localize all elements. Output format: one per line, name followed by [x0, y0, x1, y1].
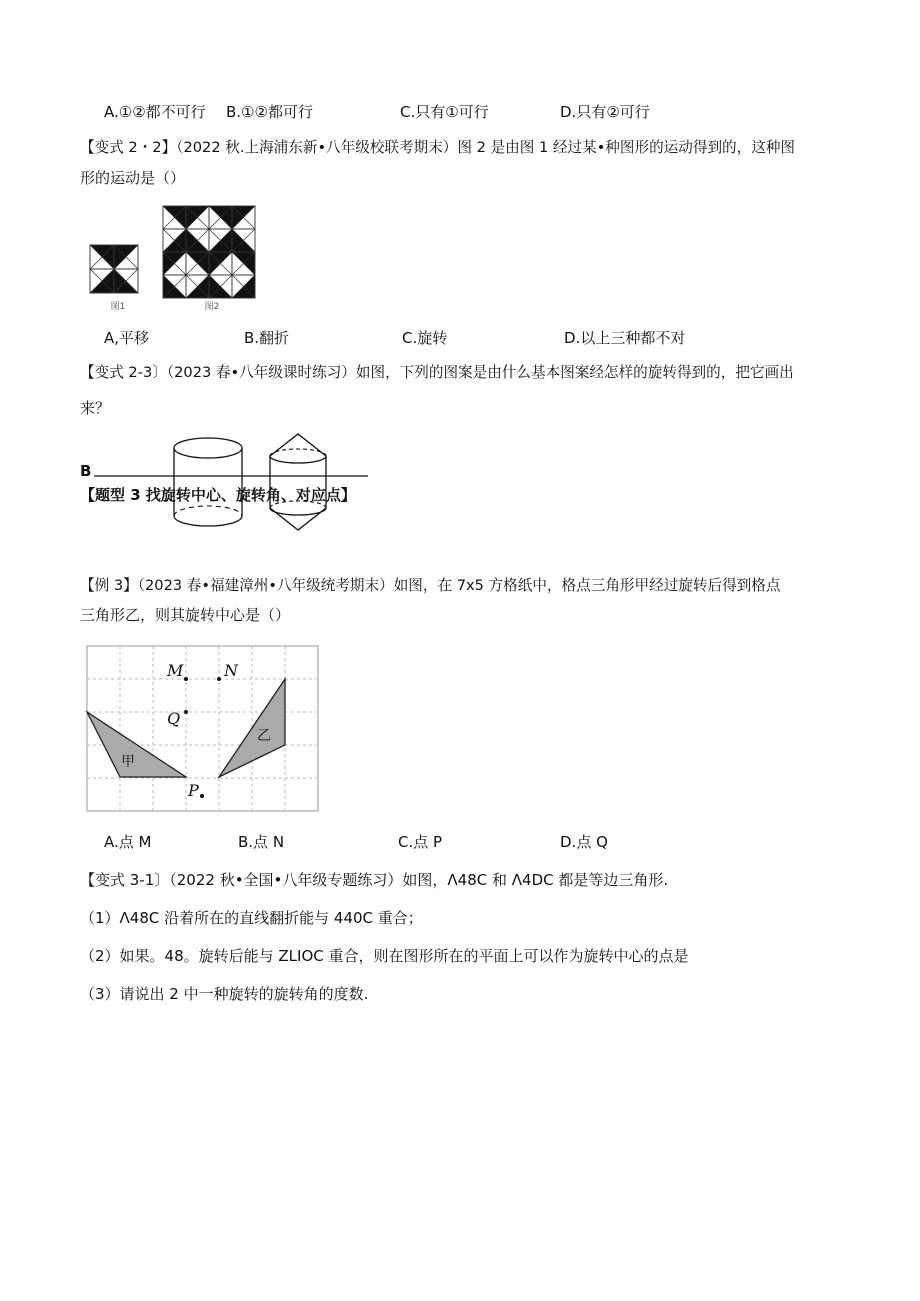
triangle-jia-label: 甲	[121, 754, 135, 770]
point-q	[184, 710, 188, 714]
point-m	[184, 677, 188, 681]
option-c: C.点 P	[398, 833, 443, 851]
option-b: B.点 N	[238, 833, 285, 851]
option-c: C.只有①可行	[400, 103, 489, 121]
point-n	[217, 677, 221, 681]
option-a: A.①②都不可行	[104, 103, 206, 121]
option-a: A,平移	[104, 329, 150, 347]
option-d: D.以上三种都不对	[564, 329, 686, 347]
variant-3-1-sub3: （3）请说出 2 中一种旋转的旋转角的度数.	[80, 985, 369, 1003]
option-b: B.①②都可行	[226, 103, 313, 121]
answer-label-b: B	[80, 462, 92, 480]
example-3-text-cont: 三角形乙，则其旋转中心是（）	[80, 606, 291, 624]
figure-2-caption: 图2	[204, 302, 220, 312]
variant-2-3-text-cont: 来？	[80, 399, 111, 417]
solids-figure	[80, 428, 380, 538]
grid-figure	[85, 644, 325, 816]
variant-2-2-text-cont: 形的运动是（）	[80, 169, 186, 187]
point-p-label: P	[188, 781, 199, 800]
option-c: C.旋转	[402, 329, 448, 347]
point-p	[200, 794, 204, 798]
option-b: B.翻折	[244, 329, 290, 347]
point-q-label: Q	[167, 709, 181, 728]
option-a: A.点 M	[104, 833, 152, 851]
figure-2-pattern	[162, 205, 262, 315]
variant-3-1-sub2: （2）如果。48。旋转后能与 ZLIOC 重合，则在图形所在的平面上可以作为旋转中心的点是	[80, 947, 689, 965]
variant-3-1-sub1: （1）Λ48C 沿着所在的直线翻折能与 440C 重合；	[80, 909, 423, 927]
variant-2-3-text: 【变式 2-3〕（2023 春•八年级课时练习）如图，下列的图案是由什么基本图案经怎样的旋转得到的，把它画出	[80, 364, 794, 381]
option-d: D.点 Q	[560, 833, 608, 851]
point-m-label: M	[167, 661, 184, 680]
example-3-text: 【例 3】（2023 春•福建漳州•八年级统考期末）如图，在 7x5 方格纸中，格点三角形甲经过旋转后得到格点	[80, 577, 781, 594]
variant-2-2-text: 【变式 2・2】（2022 秋.上海浦东新•八年级校联考期末）图 2 是由图 1 经过某•种图形的运动得到的，这种图	[80, 139, 796, 156]
figure-1-caption: 图1	[110, 302, 126, 312]
figure-1-pattern	[88, 243, 148, 323]
variant-3-1-text: 【变式 3-1〕（2022 秋•全国•八年级专题练习）如图，Λ48C 和 Λ4DC 都是等边三角形.	[80, 871, 669, 889]
option-d: D.只有②可行	[560, 103, 650, 121]
triangle-yi-label: 乙	[257, 728, 271, 744]
point-n-label: N	[224, 661, 238, 680]
section-3-title: 【题型 3 找旋转中心、旋转角、对应点】	[80, 486, 356, 504]
